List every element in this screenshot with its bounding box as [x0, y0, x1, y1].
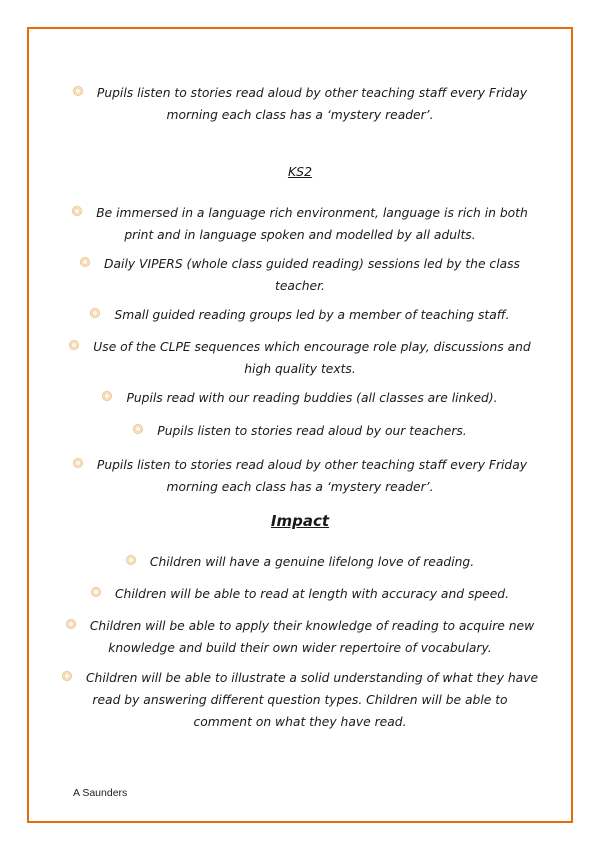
bullet-icon [102, 391, 112, 401]
list-item: Small guided reading groups led by a member of teaching staff. [0, 304, 600, 326]
list-item: Be immersed in a language rich environment, language is rich in both print and in language spoken and modelled by all adults. [0, 202, 600, 246]
bullet-icon [133, 424, 143, 434]
bullet-icon [126, 555, 136, 565]
bullet-icon [69, 340, 79, 350]
list-item: Pupils listen to stories read aloud by other teaching staff every Friday morning each class has a ‘mystery reader’. [0, 82, 600, 126]
bullet-icon [72, 206, 82, 216]
bullet-icon [90, 308, 100, 318]
list-item: Children will be able to read at length with accuracy and speed. [0, 583, 600, 605]
list-item: Children will be able to illustrate a solid understanding of what they have read by answering different question types. Children will be able to comment on what they have read. [0, 667, 600, 733]
list-item: Use of the CLPE sequences which encourage role play, discussions and high quality texts. [0, 336, 600, 380]
bullet-icon [73, 458, 83, 468]
bullet-icon [66, 619, 76, 629]
section-heading-impact: Impact [270, 512, 330, 530]
list-item: Pupils listen to stories read aloud by other teaching staff every Friday morning each class has a ‘mystery reader’. [0, 454, 600, 498]
bullet-icon [73, 86, 83, 96]
bullet-icon [62, 671, 72, 681]
author-name: A Saunders [73, 787, 128, 799]
bullet-icon [80, 257, 90, 267]
list-item: Children will be able to apply their knowledge of reading to acquire new knowledge and build their own wider repertoire of vocabulary. [0, 615, 600, 659]
list-item: Children will have a genuine lifelong love of reading. [0, 551, 600, 573]
list-item: Daily VIPERS (whole class guided reading) sessions led by the class teacher. [0, 253, 600, 297]
list-item: Pupils listen to stories read aloud by our teachers. [0, 420, 600, 442]
list-item: Pupils read with our reading buddies (all classes are linked). [0, 387, 600, 409]
section-heading-ks2: KS2 [287, 164, 313, 179]
bullet-icon [91, 587, 101, 597]
